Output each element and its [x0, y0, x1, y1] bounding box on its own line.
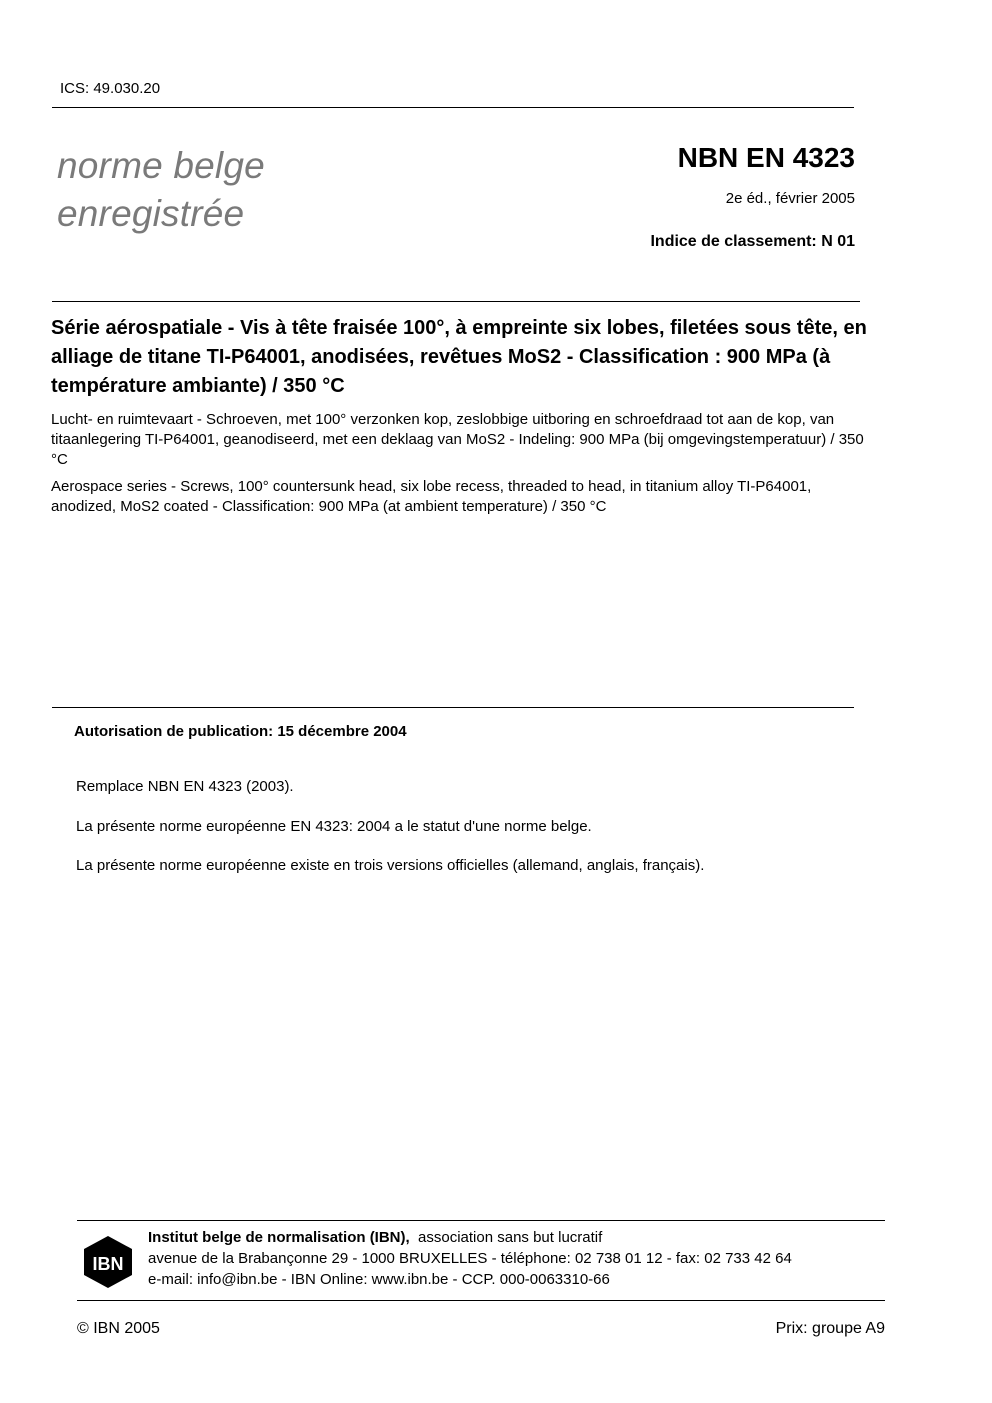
title-dutch: Lucht- en ruimtevaart - Schroeven, met 100° verzonken kop, zeslobbige uitboring en schroefdraad tot aan de kop, van titaanlegering TI-P64001, geanodiseerd, met een deklaag van MoS2 - Indeling: 900 MPa (bij omgevingstemperatuur) / 350 °C: [51, 411, 864, 468]
institute-address: avenue de la Brabançonne 29 - 1000 BRUXELLES - téléphone: 02 738 01 12 - fax: 02 733 42 64: [148, 1250, 792, 1267]
footer-top-divider: [77, 1220, 885, 1221]
footer-bottom-divider: [77, 1300, 885, 1301]
header-divider: [52, 107, 854, 108]
institute-name-line: [148, 1227, 602, 1248]
title-french: Série aérospatiale - Vis à tête fraisée 100°, à empreinte six lobes, filetées sous tête, en alliage de titane TI-P64001, anodisées, revêtues MoS2 - Classification : 900 MPa (à température ambiante) / 350 °C: [51, 317, 867, 397]
ics-code: ICS: 49.030.20: [60, 80, 161, 97]
status-note: La présente norme européenne EN 4323: 2004 a le statut d'une norme belge.: [76, 818, 592, 835]
title-english: Aerospace series - Screws, 100° countersunk head, six lobe recess, threaded to head, in titanium alloy TI-P64001, anodized, MoS2 coated - Classification: 900 MPa (at ambient temperature) / 350 °C: [51, 478, 812, 515]
ibn-logo: [80, 1234, 136, 1290]
publication-divider: [52, 707, 854, 708]
brand-line-1: norme belge: [57, 145, 265, 186]
price-group: Prix: groupe A9: [775, 1320, 885, 1337]
document-number: NBN EN 4323: [677, 142, 855, 173]
publication-authorisation: Autorisation de publication: 15 décembre 2004: [74, 723, 407, 740]
institute-contact: e-mail: info@ibn.be - IBN Online: www.ibn.be - CCP. 000-0063310-66: [148, 1271, 610, 1288]
institute-name: Institut belge de normalisation (IBN),: [148, 1229, 410, 1246]
brand-line-2: enregistrée: [57, 193, 245, 234]
brand-title: [57, 142, 265, 238]
classification-index: Indice de classement: N 01: [650, 233, 855, 250]
copyright: © IBN 2005: [77, 1320, 160, 1337]
edition-date: 2e éd., février 2005: [725, 190, 855, 207]
ibn-logo-text: IBN: [92, 1254, 124, 1274]
institute-type: association sans but lucratif: [418, 1229, 603, 1246]
replaces-note: Remplace NBN EN 4323 (2003).: [76, 778, 294, 795]
title-divider: [52, 301, 860, 302]
versions-note: La présente norme européenne existe en trois versions officielles (allemand, anglais, français).: [76, 857, 705, 874]
